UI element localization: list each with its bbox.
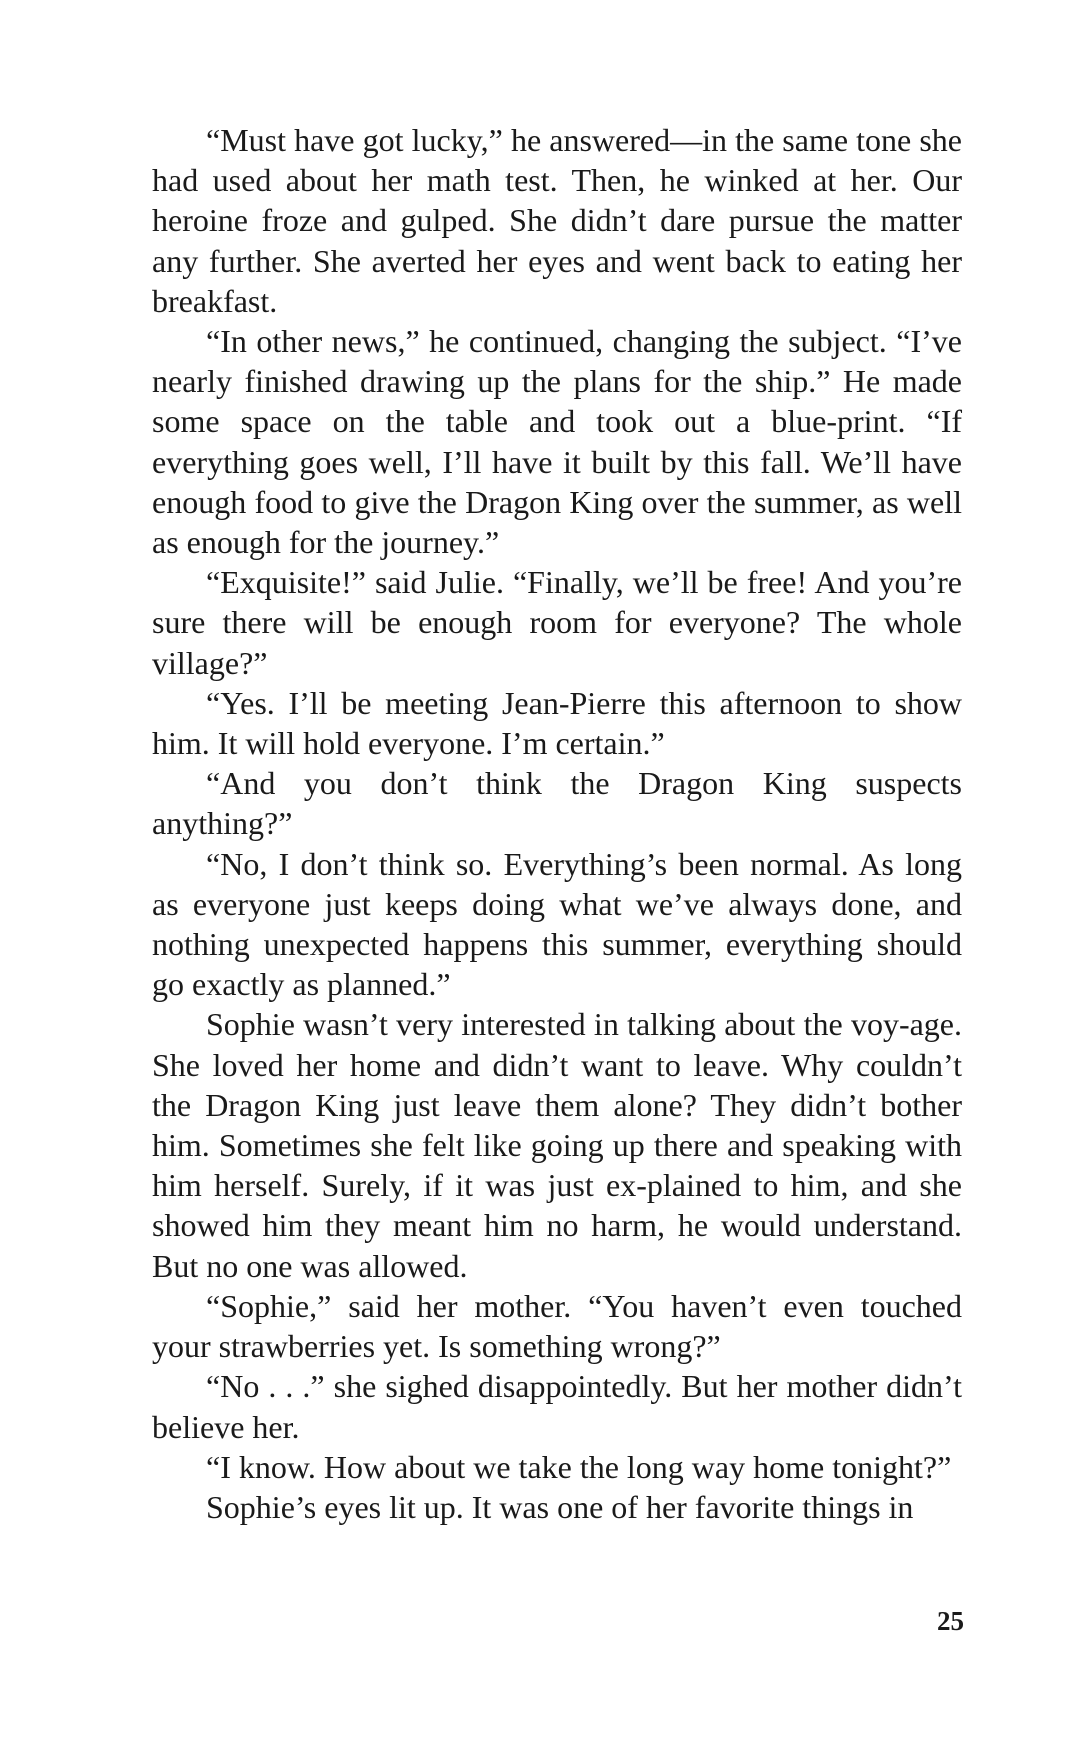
paragraph: “No . . .” she sighed disappointedly. But her mother didn’t believe her.	[152, 1368, 962, 1445]
body-text	[152, 120, 962, 1527]
paragraph: Sophie wasn’t very interested in talking about the voy-age. She loved her home and didn’t want to leave. Why couldn’t the Dragon King just leave them alone? They didn’t bother him. Sometimes she felt like going up there and speaking with him herself. Surely, if it was just ex-plained to him, and she showed him they meant him no harm, he would understand. But no one was allowed.	[152, 1006, 962, 1284]
paragraph: “No, I don’t think so. Everything’s been normal. As long as everyone just keeps doing what we’ve always done, and nothing unexpected happens this summer, everything should go exactly as planned.”	[152, 845, 962, 1003]
paragraph: “And you don’t think the Dragon King suspects anything?”	[152, 765, 962, 842]
paragraph: Sophie’s eyes lit up. It was one of her favorite things in	[206, 1488, 914, 1525]
page-number: 25	[937, 1606, 964, 1636]
paragraph: “Yes. I’ll be meeting Jean-Pierre this afternoon to show him. It will hold everyone. I’m certain.”	[152, 684, 962, 762]
paragraph: “Sophie,” said her mother. “You haven’t even touched your strawberries yet. Is something wrong?”	[152, 1287, 962, 1365]
paragraph: “I know. How about we take the long way home tonight?”	[206, 1448, 952, 1485]
paragraph: “In other news,” he continued, changing the subject. “I’ve nearly finished drawing up the plans for the ship.” He made some space on the table and took out a blue-print. “If everything goes well, I’ll have it built by this fall. We’ll have enough food to give the Dragon King over the summer, as well as enough for the journey.”	[152, 323, 962, 561]
paragraph: “Must have got lucky,” he answered—in the same tone she had used about her math test. Then, he winked at her. Our heroine froze and gulped. She didn’t dare pursue the matter any further. She averted her eyes and went back to eating her breakfast.	[152, 122, 962, 319]
paragraph: “Exquisite!” said Julie. “Finally, we’ll be free! And you’re sure there will be enough room for everyone? The whole village?”	[152, 564, 962, 681]
